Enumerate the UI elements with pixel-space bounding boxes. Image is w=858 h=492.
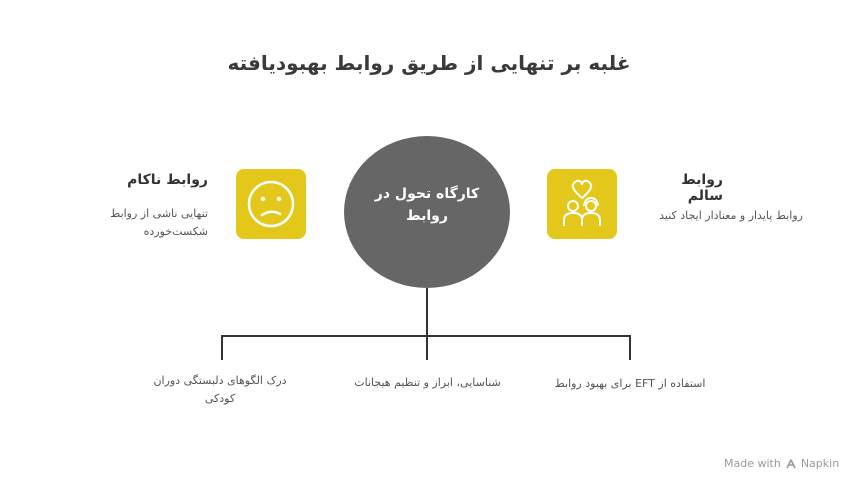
page-title: غلبه بر تنهایی از طریق روابط بهبودیافته xyxy=(227,51,631,75)
footer-branding xyxy=(724,457,839,470)
napkin-logo-icon xyxy=(785,458,797,470)
left-title: روابط ناکام xyxy=(127,172,208,188)
bottom-item-eft: استفاده از EFT برای بهبود روابط xyxy=(554,377,706,390)
footer-made-with: Made with xyxy=(724,457,781,470)
bottom-item-emotions: شناسایی، ابراز و تنظیم هیجانات xyxy=(354,376,501,389)
right-description: روابط پایدار و معنادار ایجاد کنید xyxy=(659,209,803,222)
sad-face-icon-box xyxy=(236,169,306,239)
footer-brand: Napkin xyxy=(800,457,840,470)
bottom-item-attachment: درک الگوهای دلبستگی دوران کودکی xyxy=(153,374,287,405)
right-title: روابط سالم xyxy=(681,172,723,204)
couple-heart-icon-box xyxy=(547,169,617,239)
left-description: تنهایی ناشی از روابط شکست‌خورده xyxy=(110,207,208,238)
center-label: کارگاه تحول در روابط xyxy=(374,186,480,224)
sad-face-icon xyxy=(245,178,297,230)
center-circle xyxy=(344,136,510,288)
couple-heart-icon xyxy=(554,176,610,232)
